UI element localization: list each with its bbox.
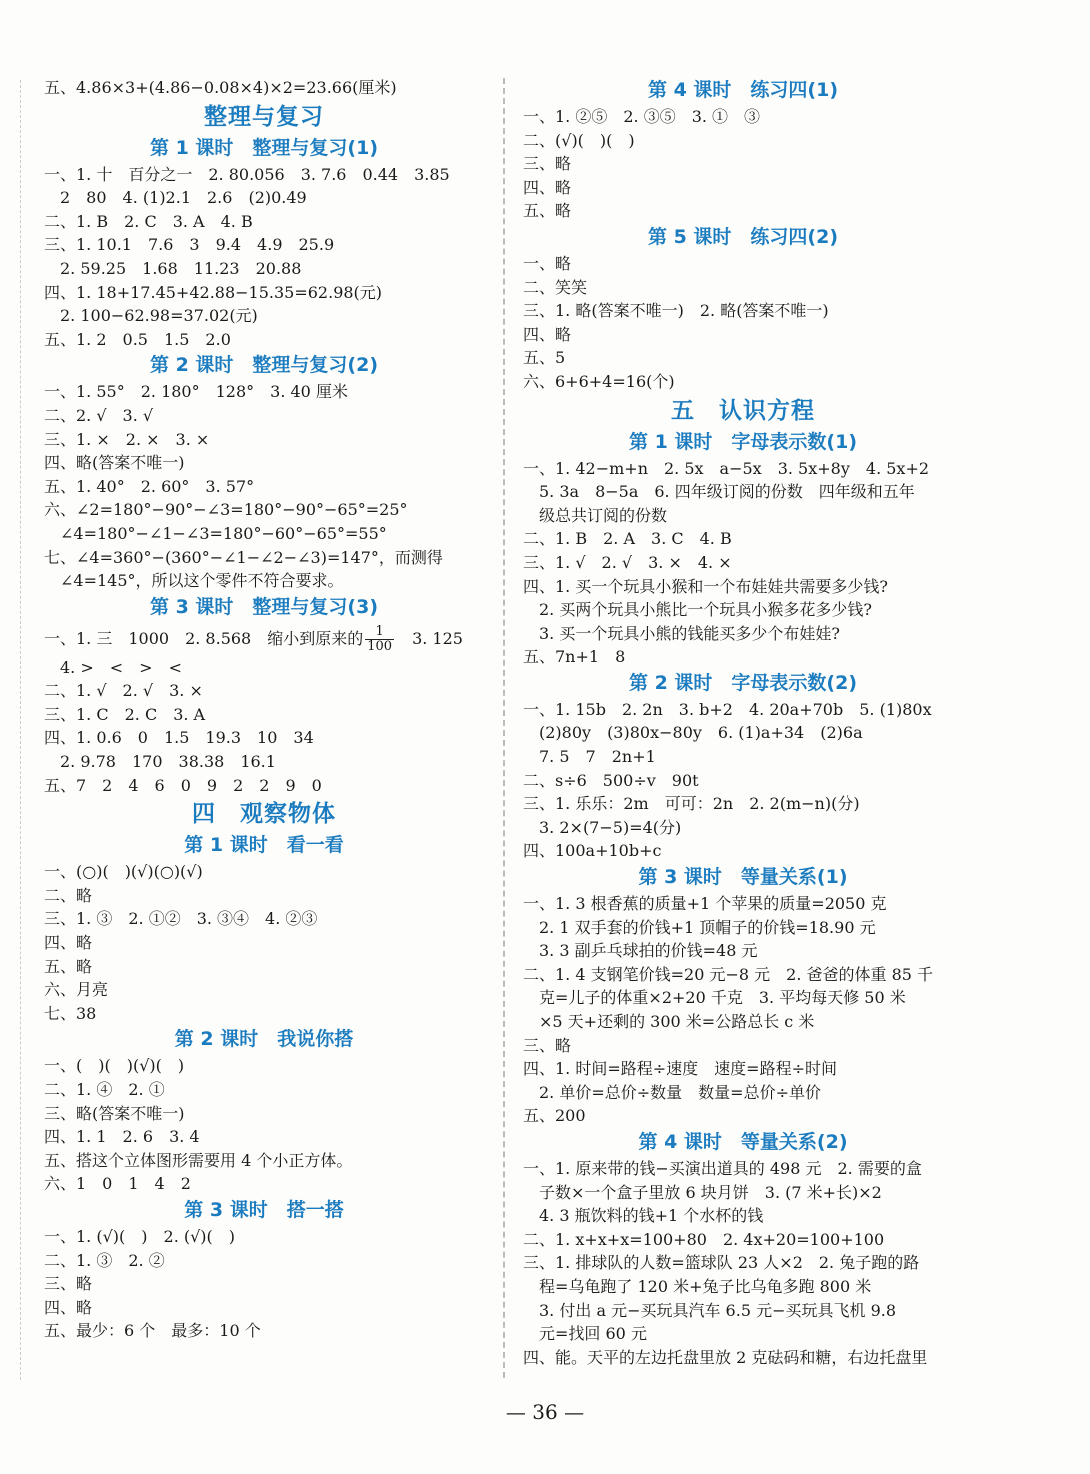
answer-line: 五、7 2 4 6 0 9 2 2 9 0 [44, 775, 322, 795]
answer-line: 五、5 [523, 348, 566, 368]
answer-line: 四、1. 18+17.45+42.88−15.35=62.98(元) [44, 282, 383, 302]
answer-text: 3. 125 [396, 628, 463, 648]
answer-line: 2. 单价=总价÷数量 数量=总价÷单价 [523, 1082, 821, 1102]
answer-line: 3. 3 副乒乓球拍的价钱=48 元 [523, 941, 758, 961]
answer-line: 五、略 [523, 201, 572, 221]
lesson-heading: 第 2 课时 字母表示数(2) [628, 671, 858, 694]
answer-line: 4. > < > < [44, 657, 182, 677]
right-column [523, 76, 963, 1369]
answer-line: 四、1. 买一个玩具小猴和一个布娃娃共需要多少钱? [523, 576, 888, 596]
answer-line: 2. 100−62.98=37.02(元) [44, 306, 258, 326]
answer-line: 四、略 [523, 177, 572, 197]
answer-line: 一、1. (√)( ) 2. (√)( ) [44, 1226, 236, 1246]
answer-line: 五、200 [523, 1106, 586, 1126]
lesson-heading: 第 4 课时 等量关系(2) [638, 1130, 848, 1153]
answer-text: 一、1. 三 1000 2. 8.568 缩小到原来的 [44, 628, 364, 648]
answer-line: 三、略 [523, 1035, 572, 1055]
answer-line: 三、略 [44, 1274, 93, 1294]
fraction [365, 625, 394, 654]
answer-line: 2. 买两个玩具小熊比一个玩具小猴多花多少钱? [523, 600, 872, 620]
column-divider [503, 78, 505, 1378]
answer-line: 7. 5 7 2n+1 [523, 747, 656, 767]
answer-line: 2. 9.78 170 38.38 16.1 [44, 752, 276, 772]
answer-line: 一、1. 55° 2. 180° 128° 3. 40 厘米 [44, 382, 348, 402]
answer-line: 3. 买一个玩具小熊的钱能买多少个布娃娃? [523, 623, 840, 643]
answer-line: 一、1. 原来带的钱−买演出道具的 498 元 2. 需要的盒 [523, 1158, 922, 1178]
answer-line: 一、(○)( )(√)(○)(√) [44, 862, 203, 882]
lesson-heading: 第 1 课时 看一看 [184, 834, 344, 857]
margin-line [20, 80, 21, 1380]
answer-line: 五、4.86×3+(4.86−0.08×4)×2=23.66(厘米) [44, 78, 397, 97]
answer-line: 二、1. B 2. A 3. C 4. B [523, 529, 732, 549]
answer-line: 二、2. √ 3. √ [44, 405, 154, 425]
answer-line: 元=找回 60 元 [523, 1324, 647, 1344]
answer-line: 三、1. √ 2. √ 3. × 4. × [523, 552, 732, 572]
lesson-heading: 第 1 课时 字母表示数(1) [628, 430, 858, 453]
answer-line: 5. 3a 8−5a 6. 四年级订阅的份数 四年级和五年 [523, 482, 915, 502]
answer-line: (2)80y (3)80x−80y 6. (1)a+34 (2)6a [523, 723, 863, 743]
answer-line: 4. 3 瓶饮料的钱+1 个水杯的钱 [523, 1206, 764, 1226]
answer-line: 五、1. 2 0.5 1.5 2.0 [44, 329, 231, 349]
answer-line: 四、100a+10b+c [523, 841, 662, 861]
answer-line: 五、1. 40° 2. 60° 3. 57° [44, 476, 255, 496]
answer-line: 一、1. ②⑤ 2. ③⑤ 3. ① ③ [523, 107, 761, 126]
answer-line: 三、1. × 2. × 3. × [44, 429, 210, 449]
fraction-denominator: 100 [367, 638, 393, 654]
answer-line: 三、略 [523, 154, 572, 174]
lesson-heading: 第 2 课时 我说你搭 [174, 1028, 354, 1051]
answer-line: 2. 1 双手套的价钱+1 顶帽子的价钱=18.90 元 [523, 917, 876, 937]
answer-line: 二、(√)( )( ) [523, 130, 635, 150]
lesson-heading: 第 2 课时 整理与复习(2) [149, 354, 379, 377]
answer-line: 四、1. 0.6 0 1.5 19.3 10 34 [44, 728, 314, 748]
answer-line: 一、1. 15b 2. 2n 3. b+2 4. 20a+70b 5. (1)80x [523, 699, 932, 719]
answer-line: 二、1. √ 2. √ 3. × [44, 681, 203, 701]
answer-line: 六、6+6+4=16(个) [523, 371, 675, 391]
page-number: — 36 — [505, 1400, 585, 1424]
answer-line: 二、1. ③ 2. ② [44, 1250, 165, 1270]
answer-line: 3. 付出 a 元−买玩具汽车 6.5 元−买玩具飞机 9.8 [523, 1300, 897, 1320]
answer-line: 3. 2×(7−5)=4(分) [523, 817, 682, 837]
answer-line: 二、略 [44, 885, 93, 905]
answer-line: 二、笑笑 [523, 277, 588, 297]
answer-line: 六、1 0 1 4 2 [44, 1174, 191, 1194]
answer-line: 一、( )( )(√)( ) [44, 1056, 185, 1076]
lesson-heading: 第 5 课时 练习四(2) [647, 225, 839, 248]
answer-line: 四、略(答案不唯一) [44, 453, 185, 473]
answer-line: 六、∠2=180°−90°−∠3=180°−90°−65°=25° [44, 500, 408, 520]
answer-line: 2. 59.25 1.68 11.23 20.88 [44, 258, 302, 278]
answer-line: 级总共订阅的份数 [523, 505, 668, 525]
answer-line: 三、略(答案不唯一) [44, 1103, 185, 1123]
answer-line: 一、1. 十 百分之一 2. 80.056 3. 7.6 0.44 3.85 [44, 164, 450, 184]
answer-line: 五、搭这个立体图形需要用 4 个小正方体。 [44, 1150, 353, 1170]
answer-line: 七、∠4=360°−(360°−∠1−∠2−∠3)=147°，而测得 [44, 547, 443, 567]
answer-line: 克=儿子的体重×2+20 千克 3. 平均每天修 50 米 [523, 988, 906, 1008]
answer-line: 五、略 [44, 956, 93, 976]
answer-line: 三、1. ③ 2. ①② 3. ③④ 4. ②③ [44, 909, 318, 929]
answer-line: ∠4=145°，所以这个零件不符合要求。 [44, 571, 344, 591]
answer-line: 二、1. ④ 2. ① [44, 1080, 165, 1099]
answer-line: 四、略 [44, 933, 93, 953]
answer-line: 子数×一个盒子里放 6 块月饼 3. (7 米+长)×2 [523, 1182, 882, 1202]
answer-line: 2 80 4. (1)2.1 2.6 (2)0.49 [44, 188, 307, 208]
lesson-heading: 第 3 课时 整理与复习(3) [149, 595, 379, 618]
answer-line: 四、略 [523, 324, 572, 344]
answer-line: 一、1. 42−m+n 2. 5x a−5x 3. 5x+8y 4. 5x+2 [523, 458, 930, 478]
lesson-heading: 第 1 课时 整理与复习(1) [149, 136, 379, 159]
answer-line: 一、略 [523, 253, 572, 273]
lesson-heading: 第 3 课时 搭一搭 [184, 1198, 344, 1221]
left-column [44, 76, 484, 1343]
answer-line [44, 622, 484, 656]
answer-line: 二、s÷6 500÷v 90t [523, 770, 699, 790]
answer-line: 三、1. 排球队的人数=篮球队 23 人×2 2. 兔子跑的路 [523, 1253, 920, 1273]
answer-line: 一、1. 3 根香蕉的质量+1 个苹果的质量=2050 克 [523, 894, 887, 914]
unit-heading: 五 认识方程 [671, 397, 815, 424]
answer-line: ∠4=180°−∠1−∠3=180°−60°−65°=55° [44, 523, 387, 543]
answer-line: ×5 天+还剩的 300 米=公路总长 c 米 [523, 1012, 815, 1031]
answer-line: 二、1. x+x+x=100+80 2. 4x+20=100+100 [523, 1229, 885, 1249]
answer-line: 三、1. 略(答案不唯一) 2. 略(答案不唯一) [523, 301, 829, 321]
answer-line: 六、月亮 [44, 980, 109, 1000]
answer-line: 三、1. 乐乐：2m 可可：2n 2. 2(m−n)(分) [523, 794, 860, 814]
answer-line: 二、1. B 2. C 3. A 4. B [44, 211, 253, 231]
answer-line: 四、略 [44, 1297, 93, 1317]
answer-line: 程=乌龟跑了 120 米+兔子比乌龟多跑 800 米 [523, 1276, 872, 1296]
answer-line: 四、1. 时间=路程÷速度 速度=路程÷时间 [523, 1059, 837, 1079]
answer-line: 五、7n+1 8 [523, 647, 626, 667]
answer-line: 三、1. 10.1 7.6 3 9.4 4.9 25.9 [44, 235, 335, 255]
lesson-heading: 第 3 课时 等量关系(1) [638, 866, 848, 889]
fraction-numerator: 1 [365, 625, 394, 640]
answer-line: 四、1. 1 2. 6 3. 4 [44, 1127, 200, 1147]
unit-heading: 整理与复习 [204, 103, 324, 130]
unit-heading: 四 观察物体 [192, 801, 336, 828]
lesson-heading: 第 4 课时 练习四(1) [647, 79, 839, 101]
answer-line: 四、能。天平的左边托盘里放 2 克砝码和糖，右边托盘里 [523, 1347, 928, 1367]
answer-line: 七、38 [44, 1003, 97, 1023]
answer-line: 三、1. C 2. C 3. A [44, 704, 206, 724]
answer-line: 五、最少：6 个 最多：10 个 [44, 1321, 261, 1341]
answer-line: 二、1. 4 支钢笔价钱=20 元−8 元 2. 爸爸的体重 85 千 [523, 964, 934, 984]
